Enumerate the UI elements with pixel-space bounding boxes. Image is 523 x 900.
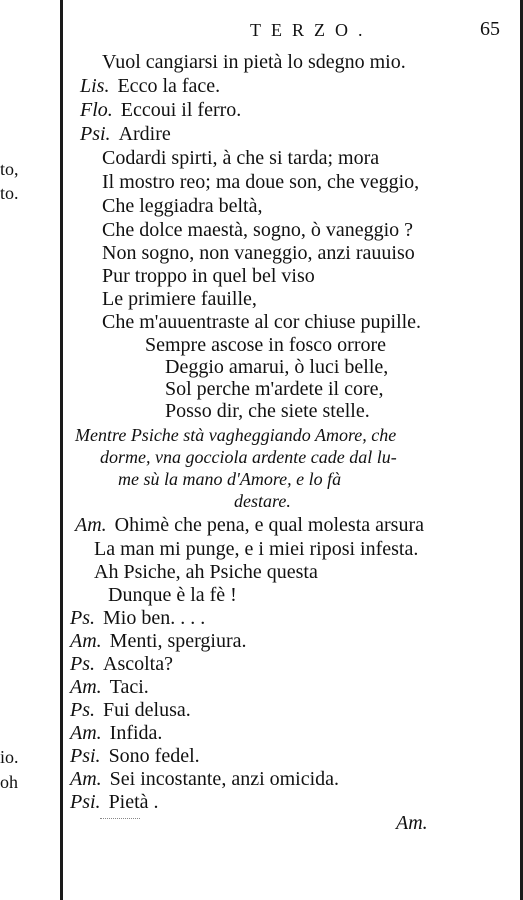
line-text: Infida. [109, 722, 163, 744]
stage-direction-line [118, 470, 341, 488]
stage-direction-text: me sù la mano d'Amore, e lo fà [118, 469, 342, 489]
dialogue-line [94, 539, 418, 559]
line-text: Posso dir, che siete stelle. [165, 400, 370, 422]
stage-direction-line [100, 448, 397, 466]
line-text: Ecco la face. [117, 75, 221, 97]
line-text: Codardi spirti, à che si tarda; mora [102, 147, 380, 169]
line-text: Deggio amarui, ò luci belle, [165, 356, 389, 378]
line-text: Vuol cangiarsi in pietà lo sdegno mio. [102, 51, 406, 73]
page-number: 65 [480, 18, 500, 40]
margin-fragment: to. [0, 183, 19, 203]
speaker-label: Am. [70, 630, 102, 652]
line-text: Che leggiadra beltà, [102, 195, 263, 217]
speaker-label: Psi. [80, 123, 111, 145]
speaker-label: Am. [70, 768, 102, 790]
line-text: Pietà . [108, 791, 159, 813]
stage-direction-line [75, 426, 396, 444]
verse-line [102, 52, 406, 72]
line-text: Ascolta? [103, 653, 173, 675]
dialogue-line [70, 631, 247, 651]
dialogue-line [94, 562, 318, 582]
stage-direction-text: destare. [234, 491, 291, 511]
dialogue-line [70, 746, 200, 766]
speaker-label: Psi. [70, 791, 101, 813]
line-text: Taci. [109, 676, 149, 698]
verse-line [165, 401, 370, 421]
dialogue-line [70, 700, 191, 720]
dialogue-line [70, 723, 162, 743]
dialogue-line [70, 769, 339, 789]
verse-line [102, 243, 415, 263]
dialogue-line [70, 654, 173, 674]
line-text: Mio ben. . . . [103, 607, 206, 629]
speaker-label: Am. [70, 676, 102, 698]
line-text: Ah Psiche, ah Psiche questa [94, 561, 318, 583]
dialogue-line [75, 515, 424, 535]
speaker-label: Psi. [70, 745, 101, 767]
line-text: Che dolce maestà, sogno, ò vaneggio ? [102, 219, 414, 241]
stage-direction-lead: Mentre [75, 425, 127, 445]
verse-line [102, 266, 315, 286]
catchword: Am. [396, 812, 428, 834]
verse-line [80, 124, 171, 144]
verse-line [80, 100, 241, 120]
margin-fragment: oh [0, 772, 18, 792]
margin-fragment: io. [0, 747, 19, 767]
verse-line [102, 220, 413, 240]
dialogue-line [70, 677, 149, 697]
line-text: Che m'auuentraste al cor chiuse pupille. [102, 311, 422, 333]
line-text: Pur troppo in quel bel viso [102, 265, 315, 287]
stage-direction-line [234, 492, 291, 510]
line-text: Fui delusa. [103, 699, 191, 721]
dialogue-line [108, 585, 237, 605]
line-text: Dunque è la fè ! [108, 584, 237, 606]
line-text: Ardire [118, 123, 171, 145]
verse-line [102, 172, 419, 192]
speaker-label: Ps. [70, 607, 95, 629]
line-text: Sei incostante, anzi omicida. [109, 768, 340, 790]
speaker-label: Am. [70, 722, 102, 744]
line-text: Il mostro reo; ma doue son, che veggio, [102, 171, 420, 193]
line-text: Le primiere fauille, [102, 288, 257, 310]
line-text: Menti, spergiura. [109, 630, 247, 652]
verse-line [165, 379, 384, 399]
dialogue-line [70, 792, 159, 812]
line-text: Eccoui il ferro. [120, 99, 242, 121]
verse-line [102, 312, 421, 332]
line-text: Sol perche m'ardete il core, [165, 378, 384, 400]
dialogue-line [70, 608, 205, 628]
binding-edge [60, 0, 63, 900]
margin-fragment: to, [0, 159, 19, 179]
speaker-label: Lis. [80, 75, 110, 97]
line-text: La man mi punge, e i miei riposi infesta. [94, 538, 419, 560]
running-head [60, 18, 520, 44]
running-head-title: TERZO. [250, 20, 373, 40]
stage-direction-text: dorme, vna gocciola ardente cade dal lu- [100, 447, 397, 467]
speaker-label: Ps. [70, 653, 95, 675]
speaker-label: Flo. [80, 99, 113, 121]
line-text: Sempre ascose in fosco orrore [145, 334, 387, 356]
verse-line [80, 76, 220, 96]
verse-line [102, 289, 257, 309]
line-text: Sono fedel. [108, 745, 200, 767]
speaker-label: Am. [75, 514, 107, 536]
stage-direction-text: Psiche stà vagheggiando Amore, che [130, 425, 397, 445]
speaker-label: Ps. [70, 699, 95, 721]
verse-line [145, 335, 386, 355]
ink-smudge [100, 818, 140, 827]
verse-line [102, 196, 263, 216]
line-text: Non sogno, non vaneggio, anzi rauuiso [102, 242, 415, 264]
verse-line [102, 148, 379, 168]
line-text: Ohimè che pena, e qual molesta arsura [114, 514, 424, 536]
verse-line [165, 357, 388, 377]
